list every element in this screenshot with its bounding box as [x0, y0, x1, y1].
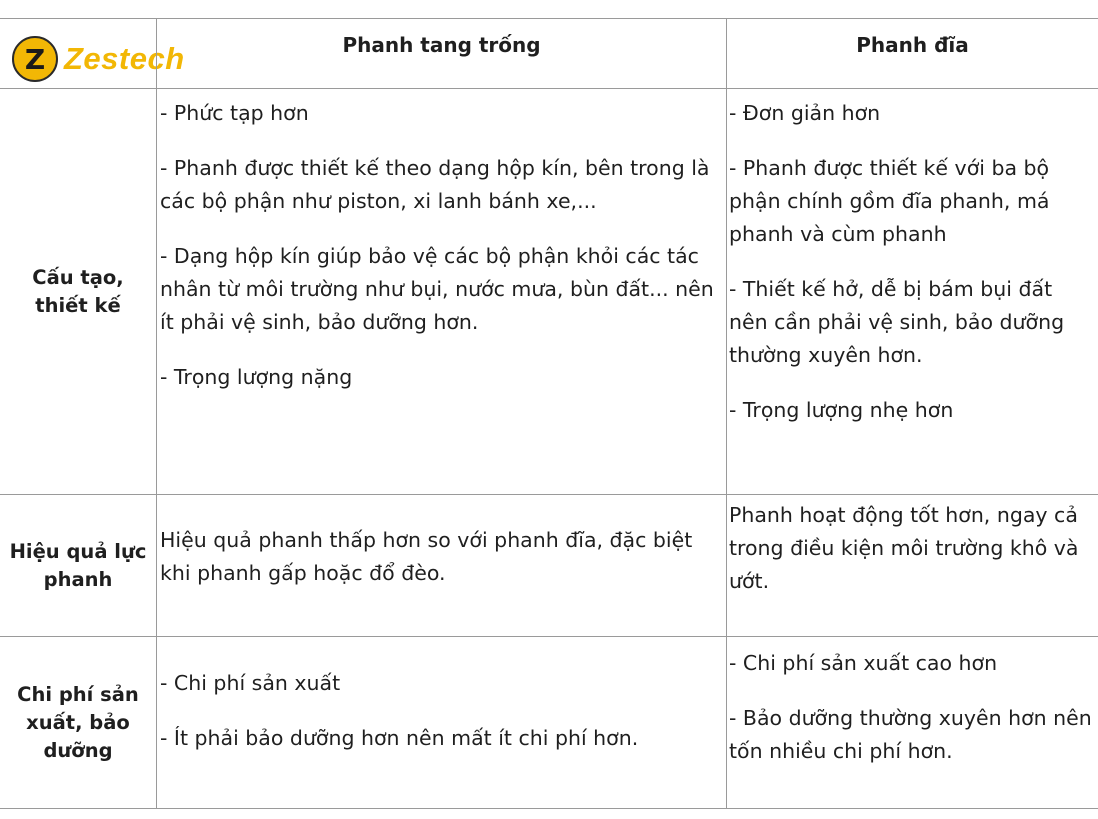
zestech-logo-icon: Z [12, 36, 58, 82]
row-label: Chi phí sản xuất, bảo dưỡng [17, 682, 139, 762]
row-label-cell [0, 495, 156, 636]
header-drum-brake: Phanh tang trống [156, 19, 726, 88]
disc-brake-cell [726, 495, 1098, 636]
table-header-row [0, 19, 1098, 89]
comparison-table [0, 18, 1098, 809]
cell-paragraph: - Trọng lượng nhẹ hơn [729, 398, 954, 422]
cell-paragraph: - Phức tạp hơn [160, 101, 309, 125]
table-row [0, 637, 1098, 809]
cell-paragraph: - Chi phí sản xuất cao hơn [729, 651, 998, 675]
table-row [0, 89, 1098, 495]
row-label: Hiệu quả lực phanh [9, 539, 147, 591]
header-empty-cell [0, 19, 156, 88]
row-label-cell [0, 89, 156, 494]
row-label: Cấu tạo, thiết kế [32, 265, 124, 317]
cell-paragraph: - Ít phải bảo dưỡng hơn nên mất ít chi phí hơn. [160, 726, 639, 750]
header-disc-brake: Phanh đĩa [726, 19, 1098, 88]
drum-brake-cell [156, 89, 726, 494]
cell-paragraph: - Phanh được thiết kế với ba bộ phận chính gồm đĩa phanh, má phanh và cùm phanh [729, 156, 1050, 246]
disc-brake-cell [726, 89, 1098, 494]
cell-paragraph: - Thiết kế hở, dễ bị bám bụi đất nên cần phải vệ sinh, bảo dưỡng thường xuyên hơn. [729, 277, 1065, 367]
cell-paragraph: - Chi phí sản xuất [160, 671, 341, 695]
cell-paragraph: - Bảo dưỡng thường xuyên hơn nên tốn nhiều chi phí hơn. [729, 706, 1092, 763]
cell-paragraph: - Trọng lượng nặng [160, 365, 353, 389]
row-label-cell [0, 637, 156, 808]
disc-brake-cell [726, 637, 1098, 808]
cell-paragraph: - Đơn giản hơn [729, 101, 881, 125]
cell-paragraph: Hiệu quả phanh thấp hơn so với phanh đĩa, đặc biệt khi phanh gấp hoặc đổ đèo. [160, 528, 693, 585]
drum-brake-cell [156, 637, 726, 808]
drum-brake-cell [156, 495, 726, 636]
cell-paragraph: - Dạng hộp kín giúp bảo vệ các bộ phận khỏi các tác nhân từ môi trường như bụi, nước mưa, bùn đất... nên ít phải vệ sinh, bảo dưỡng hơn. [160, 244, 714, 334]
cell-paragraph: Phanh hoạt động tốt hơn, ngay cả trong điều kiện môi trường khô và ướt. [729, 503, 1079, 593]
cell-paragraph: - Phanh được thiết kế theo dạng hộp kín, bên trong là các bộ phận như piston, xi lanh bánh xe,... [160, 156, 710, 213]
table-row [0, 495, 1098, 637]
logo-text: Zestech [64, 41, 185, 76]
